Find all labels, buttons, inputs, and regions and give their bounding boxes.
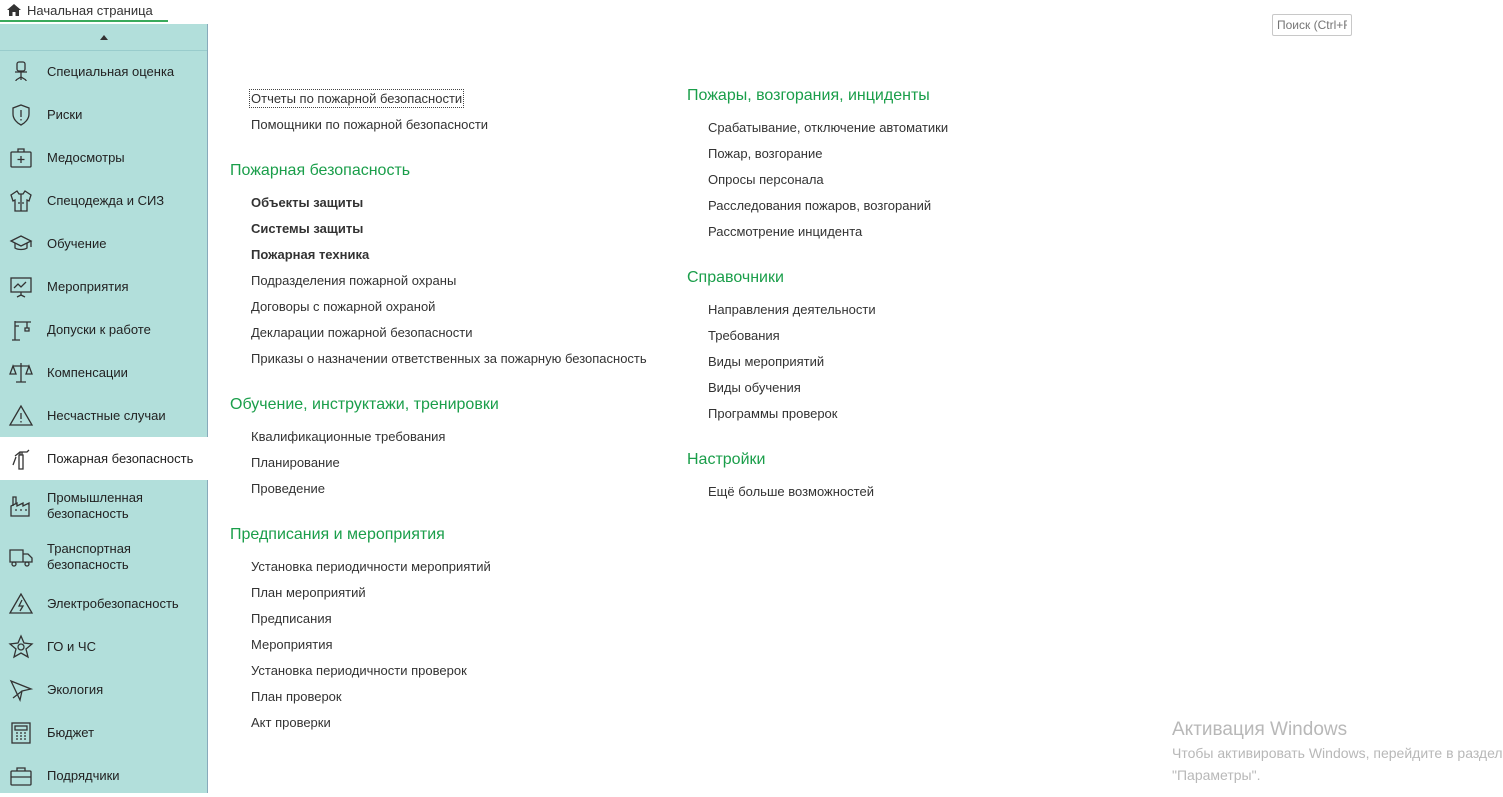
tab-home[interactable] — [0, 0, 168, 22]
sidebar-item-label: Компенсации — [47, 364, 128, 380]
link-incident-review[interactable]: Рассмотрение инцидента — [708, 224, 863, 239]
high-voltage-icon — [9, 592, 33, 616]
link-planning[interactable]: Планирование — [251, 455, 340, 470]
tab-home-label: Начальная страница — [27, 2, 153, 18]
sidebar-item-label: Промышленная безопасность — [47, 489, 143, 521]
chevron-up-icon — [100, 35, 108, 40]
link-responsibility-orders[interactable]: Приказы о назначении ответственных за пожарную безопасность — [251, 351, 647, 366]
section-title-fires-incidents: Пожары, возгорания, инциденты — [687, 87, 930, 104]
sidebar-item-activities[interactable] — [0, 265, 208, 308]
link-more-options[interactable]: Ещё больше возможностей — [708, 484, 874, 499]
tab-bar-filler — [168, 0, 209, 22]
sidebar-item-civil-defense[interactable] — [0, 625, 208, 668]
sidebar-item-label: Транспортная безопасность — [47, 540, 131, 572]
link-protection-systems[interactable]: Системы защиты — [251, 221, 364, 236]
factory-icon — [9, 494, 33, 518]
section-title-prescriptions: Предписания и мероприятия — [230, 526, 445, 543]
sidebar-item-compensation[interactable] — [0, 351, 208, 394]
sidebar-item-label: Мероприятия — [47, 278, 129, 294]
link-inspection-periodicity[interactable]: Установка периодичности проверок — [251, 663, 467, 678]
search-input[interactable] — [1272, 14, 1352, 36]
sidebar-item-label: Специальная оценка — [47, 63, 175, 79]
watermark-line: Чтобы активировать Windows, перейдите в раздел — [1172, 745, 1503, 761]
sidebar-item-transport-safety[interactable] — [0, 531, 208, 582]
watermark-line: "Параметры". — [1172, 767, 1261, 783]
sidebar-item-ecology[interactable] — [0, 668, 208, 711]
home-icon — [7, 4, 21, 16]
link-training-types[interactable]: Виды обучения — [708, 380, 801, 395]
link-fire-safety-reports[interactable]: Отчеты по пожарной безопасности — [251, 91, 463, 106]
link-inspection-programs[interactable]: Программы проверок — [708, 406, 838, 421]
ecology-plane-icon — [9, 678, 33, 702]
sidebar-item-label: Подрядчики — [47, 767, 120, 783]
truck-icon — [9, 545, 33, 569]
sidebar-item-label: Обучение — [47, 235, 107, 251]
sidebar-item-risks[interactable] — [0, 93, 208, 136]
presentation-chart-icon — [9, 275, 33, 299]
link-inspection-plan[interactable]: План проверок — [251, 689, 342, 704]
graduation-cap-icon — [9, 232, 33, 256]
sidebar-item-work-permits[interactable] — [0, 308, 208, 351]
sidebar-item-special-assessment[interactable] — [0, 50, 208, 93]
link-fire-departments[interactable]: Подразделения пожарной охраны — [251, 273, 457, 288]
sidebar — [0, 24, 208, 793]
link-activities[interactable]: Мероприятия — [251, 637, 333, 652]
sidebar-item-label: Экология — [47, 681, 104, 697]
link-automation-triggers[interactable]: Срабатывание, отключение автоматики — [708, 120, 949, 135]
office-chair-icon — [9, 60, 33, 84]
crane-icon — [9, 318, 33, 342]
link-fire-ignition[interactable]: Пожар, возгорание — [708, 146, 823, 161]
sidebar-item-electrical-safety[interactable] — [0, 582, 208, 625]
sidebar-item-label: Пожарная безопасность — [47, 450, 194, 466]
sidebar-item-accidents[interactable] — [0, 394, 208, 437]
sidebar-item-label: Риски — [47, 106, 83, 122]
link-conducting[interactable]: Проведение — [251, 481, 325, 496]
sidebar-item-training[interactable] — [0, 222, 208, 265]
link-protection-objects[interactable]: Объекты защиты — [251, 195, 364, 210]
section-title-references: Справочники — [687, 269, 784, 286]
sidebar-item-label: Несчастные случаи — [47, 407, 166, 423]
workwear-icon — [9, 189, 33, 213]
warning-triangle-icon — [9, 404, 33, 428]
sidebar-item-label: Допуски к работе — [47, 321, 151, 337]
link-staff-surveys[interactable]: Опросы персонала — [708, 172, 824, 187]
section-title-settings: Настройки — [687, 451, 766, 468]
briefcase-icon — [9, 764, 33, 788]
sidebar-item-workwear[interactable] — [0, 179, 208, 222]
sidebar-item-label: Электробезопасность — [47, 595, 179, 611]
sidebar-item-industrial-safety[interactable] — [0, 480, 208, 531]
sidebar-item-fire-safety[interactable] — [0, 437, 208, 480]
windows-activation-watermark — [1172, 718, 1503, 786]
link-fire-safety-assistants[interactable]: Помощники по пожарной безопасности — [251, 117, 489, 132]
sidebar-item-label: ГО и ЧС — [47, 638, 96, 654]
scales-icon — [9, 361, 33, 385]
section-title-training: Обучение, инструктажи, тренировки — [230, 396, 499, 413]
calculator-icon — [9, 721, 33, 745]
link-inspection-act[interactable]: Акт проверки — [251, 715, 331, 730]
medical-kit-icon — [9, 146, 33, 170]
sidebar-item-medical[interactable] — [0, 136, 208, 179]
section-title-fire-safety: Пожарная безопасность — [230, 162, 411, 179]
link-activity-periodicity[interactable]: Установка периодичности мероприятий — [251, 559, 491, 574]
sidebar-item-budget[interactable] — [0, 711, 208, 754]
sidebar-item-label: Медосмотры — [47, 149, 125, 165]
civil-defense-star-icon — [9, 635, 33, 659]
sidebar-item-label: Бюджет — [47, 724, 95, 740]
watermark-title: Активация Windows — [1172, 719, 1348, 740]
link-fire-contracts[interactable]: Договоры с пожарной охраной — [251, 299, 436, 314]
sidebar-item-label: Спецодежда и СИЗ — [47, 192, 165, 208]
sidebar-scroll-up-button[interactable] — [0, 24, 207, 51]
link-requirements[interactable]: Требования — [708, 328, 780, 343]
sidebar-item-contractors[interactable] — [0, 754, 208, 797]
fire-extinguisher-icon — [9, 447, 33, 471]
link-qualification-requirements[interactable]: Квалификационные требования — [251, 429, 446, 444]
link-prescriptions[interactable]: Предписания — [251, 611, 332, 626]
link-fire-equipment[interactable]: Пожарная техника — [251, 247, 370, 262]
link-activity-directions[interactable]: Направления деятельности — [708, 302, 876, 317]
link-activity-types[interactable]: Виды мероприятий — [708, 354, 825, 369]
link-fire-investigations[interactable]: Расследования пожаров, возгораний — [708, 198, 932, 213]
link-activity-plan[interactable]: План мероприятий — [251, 585, 366, 600]
shield-warning-icon — [9, 103, 33, 127]
link-fire-declarations[interactable]: Декларации пожарной безопасности — [251, 325, 473, 340]
